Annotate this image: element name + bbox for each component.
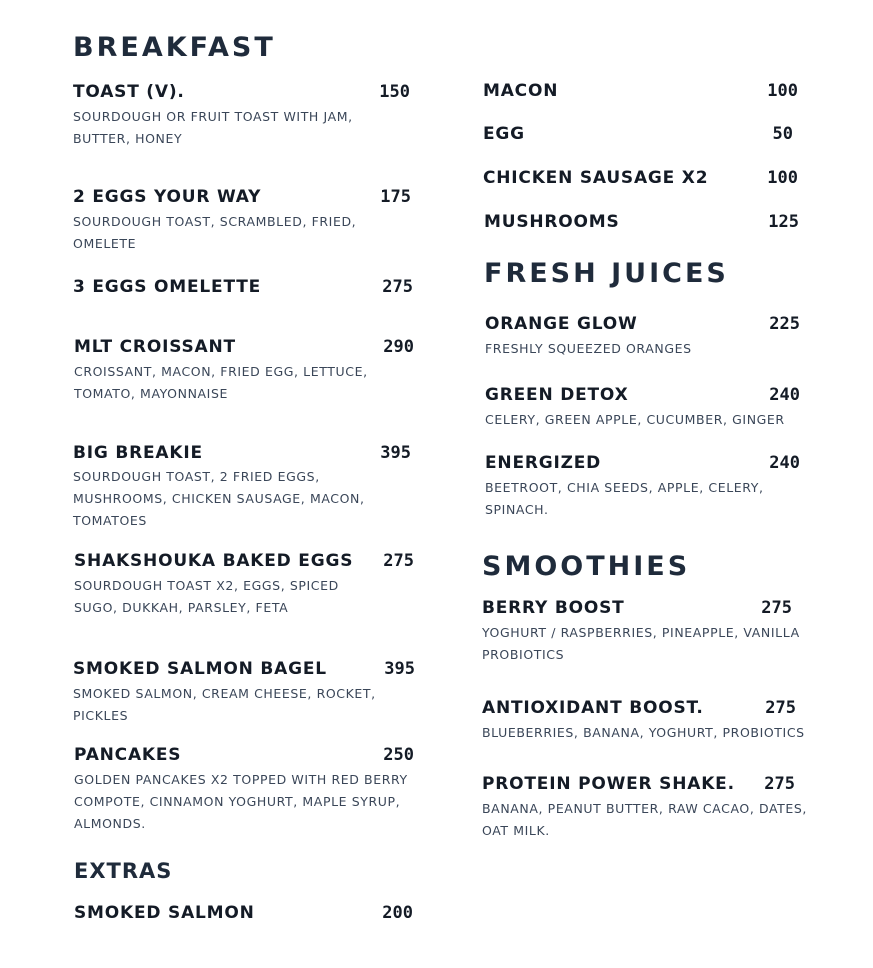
menu-item-name: 2 EGGS YOUR WAY [73,187,262,207]
extras-heading: EXTRAS [74,859,173,883]
menu-item-price: 200 [382,903,413,923]
menu-item-description: BANANA, PEANUT BUTTER, RAW CACAO, DATES, OAT MILK. [482,801,807,838]
menu-item-name: ANTIOXIDANT BOOST. [482,698,704,718]
menu-item-name: GREEN DETOX [485,385,629,405]
menu-item-price: 100 [767,168,798,188]
menu-item-price: 240 [769,385,800,405]
menu-item-price: 290 [383,337,414,357]
menu-item-name: TOAST (V). [73,82,185,102]
menu-item-description: BEETROOT, CHIA SEEDS, APPLE, CELERY, SPINACH. [485,480,764,517]
menu-item-description: FRESHLY SQUEEZED ORANGES [485,341,692,356]
smoothies-heading: SMOOTHIES [482,551,691,582]
menu-item-description: SOURDOUGH TOAST X2, EGGS, SPICED SUGO, DUKKAH, PARSLEY, FETA [74,578,339,615]
menu-item-price: 275 [765,698,796,718]
menu-item-name: MLT CROISSANT [74,337,236,357]
menu-item-name: MUSHROOMS [484,212,620,232]
menu-item-description: SOURDOUGH TOAST, SCRAMBLED, FRIED, OMELETE [73,214,357,251]
menu-item-name: ORANGE GLOW [485,314,638,334]
menu-item-price: 175 [380,187,411,207]
breakfast-heading: BREAKFAST [73,32,276,63]
menu-item-description: SOURDOUGH TOAST, 2 FRIED EGGS, MUSHROOMS, CHICKEN SAUSAGE, MACON, TOMATOES [73,469,365,528]
menu-item-description: CROISSANT, MACON, FRIED EGG, LETTUCE, TOMATO, MAYONNAISE [74,364,368,401]
menu-item-name: 3 EGGS OMELETTE [73,277,262,297]
menu-item-name: CHICKEN SAUSAGE X2 [483,168,709,188]
menu-item-name: PROTEIN POWER SHAKE. [482,774,735,794]
menu-item-price: 395 [380,443,411,463]
menu-item-price: 100 [767,81,798,101]
menu-item-description: GOLDEN PANCAKES X2 TOPPED WITH RED BERRY COMPOTE, CINNAMON YOGHURT, MAPLE SYRUP, ALMONDS. [74,772,408,831]
menu-item-price: 50 [772,124,793,144]
menu-item-name: PANCAKES [74,745,182,765]
menu-item-price: 275 [382,277,413,297]
menu-item-description: BLUEBERRIES, BANANA, YOGHURT, PROBIOTICS [482,725,805,740]
menu-item-price: 275 [383,551,414,571]
menu-item-name: BERRY BOOST [482,598,625,618]
menu-item-price: 240 [769,453,800,473]
menu-item-price: 125 [768,212,799,232]
menu-item-price: 395 [384,659,415,679]
menu-item-name: ENERGIZED [485,453,602,473]
menu-item-name: MACON [483,81,559,101]
menu-item-name: BIG BREAKIE [73,443,203,463]
menu-item-price: 275 [764,774,795,794]
menu-item-name: SMOKED SALMON [74,903,255,923]
menu-item-name: SMOKED SALMON BAGEL [73,659,327,679]
menu-item-price: 250 [383,745,414,765]
menu-item-price: 150 [379,82,410,102]
menu-item-description: SMOKED SALMON, CREAM CHEESE, ROCKET, PICKLES [73,686,376,723]
menu-item-description: YOGHURT / RASPBERRIES, PINEAPPLE, VANILLA PROBIOTICS [482,625,800,662]
menu-item-name: EGG [483,124,525,144]
menu-item-name: SHAKSHOUKA BAKED EGGS [74,551,354,571]
menu-item-description: CELERY, GREEN APPLE, CUCUMBER, GINGER [485,412,785,427]
fresh-juices-heading: FRESH JUICES [484,258,729,289]
menu-item-description: SOURDOUGH OR FRUIT TOAST WITH JAM, BUTTER, HONEY [73,109,353,146]
menu-item-price: 275 [761,598,792,618]
menu-item-price: 225 [769,314,800,334]
